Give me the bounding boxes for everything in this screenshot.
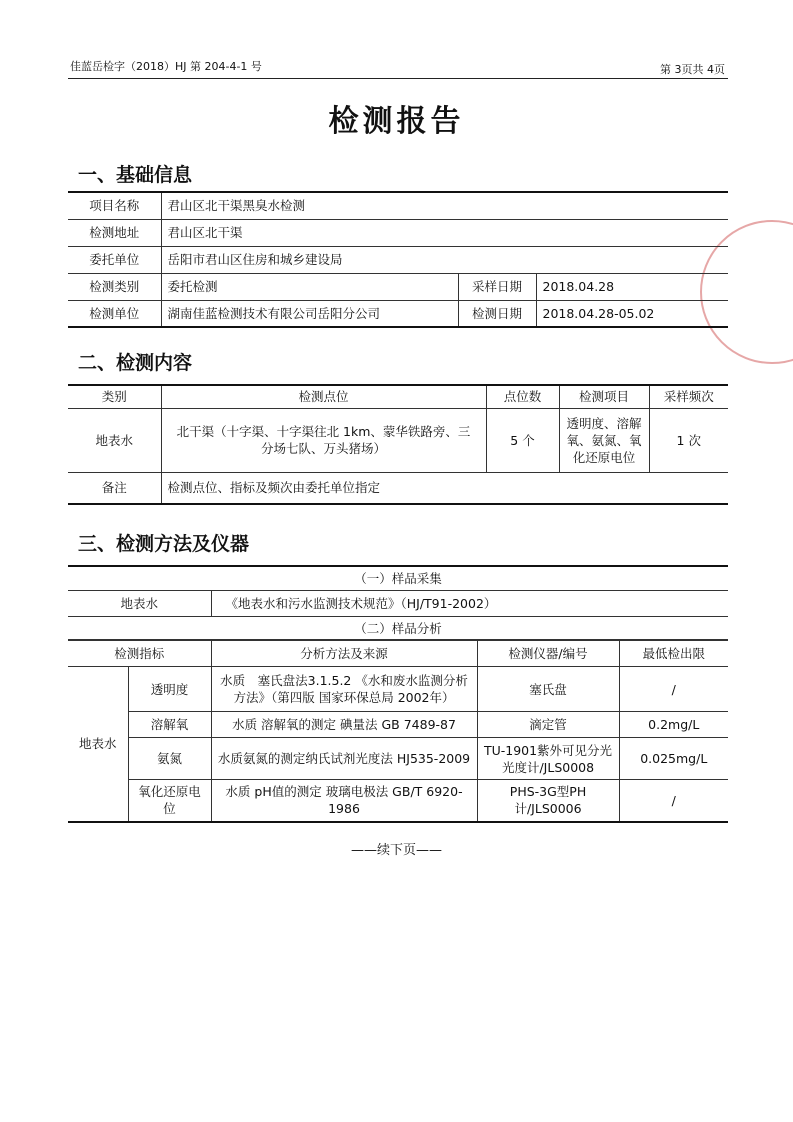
doc-number: 佳蓝岳检字（2018）HJ 第 204-4-1 号: [70, 60, 262, 73]
method-2: 水质 溶解氧的测定 碘量法 GB 7489-87: [211, 712, 477, 738]
col-limit: 最低检出限: [619, 640, 728, 667]
header-rule: [68, 78, 728, 79]
project-value: 君山区北干渠黑臭水检测: [161, 192, 728, 219]
unit-value: 湖南佳蓝检测技术有限公司岳阳分公司: [161, 300, 458, 327]
limit-3: 0.025mg/L: [619, 738, 728, 780]
method-1: 水质 塞氏盘法3.1.5.2 《水和废水监测分析方法》（第四版 国家环保总局 2002年）: [211, 667, 477, 712]
sampling-method: 《地表水和污水监测技术规范》（HJ/T91-2002）: [211, 590, 728, 616]
method-3: 水质氨氮的测定纳氏试剂光度法 HJ535-2009: [211, 738, 477, 780]
analysis-category: 地表水: [68, 667, 128, 822]
limit-4: /: [619, 780, 728, 822]
type-value: 委托检测: [161, 273, 458, 300]
address-value: 君山区北干渠: [161, 219, 728, 246]
section1-heading: 一、基础信息: [78, 164, 193, 186]
row-items: 透明度、溶解氧、氨氮、氧化还原电位: [559, 408, 649, 472]
col-category: 类别: [68, 385, 161, 408]
instrument-1: 塞氏盘: [477, 667, 619, 712]
basic-info-table: [68, 191, 728, 328]
row-points: 北干渠（十字渠、十字渠往北 1km、蒙华铁路旁、三分场七队、万头猪场）: [161, 408, 486, 472]
indicator-1: 透明度: [128, 667, 211, 712]
instrument-3: TU-1901紫外可见分光光度计/JLS0008: [477, 738, 619, 780]
test-date-label: 检测日期: [458, 300, 536, 327]
indicator-2: 溶解氧: [128, 712, 211, 738]
sub-sampling: （一）样品采集: [68, 566, 728, 590]
client-label: 委托单位: [68, 246, 161, 273]
limit-1: /: [619, 667, 728, 712]
sampling-table: [68, 565, 728, 641]
client-value: 岳阳市君山区住房和城乡建设局: [161, 246, 728, 273]
type-label: 检测类别: [68, 273, 161, 300]
indicator-3: 氨氮: [128, 738, 211, 780]
col-frequency: 采样频次: [649, 385, 728, 408]
analysis-table: [68, 639, 728, 823]
test-date-value: 2018.04.28-05.02: [536, 300, 728, 327]
project-label: 项目名称: [68, 192, 161, 219]
row-frequency: 1 次: [649, 408, 728, 472]
instrument-4: PHS-3G型PH计/JLS0006: [477, 780, 619, 822]
page-info: 第 3页共 4页: [660, 63, 725, 76]
col-indicator: 检测指标: [68, 640, 211, 667]
col-instrument: 检测仪器/编号: [477, 640, 619, 667]
indicator-4: 氧化还原电位: [128, 780, 211, 822]
instrument-2: 滴定管: [477, 712, 619, 738]
sub-analysis: （二）样品分析: [68, 616, 728, 640]
address-label: 检测地址: [68, 219, 161, 246]
col-count: 点位数: [486, 385, 559, 408]
row-count: 5 个: [486, 408, 559, 472]
col-method: 分析方法及来源: [211, 640, 477, 667]
section2-heading: 二、检测内容: [78, 352, 193, 374]
sampling-type: 地表水: [68, 590, 211, 616]
note-value: 检测点位、指标及频次由委托单位指定: [161, 472, 728, 504]
col-points: 检测点位: [161, 385, 486, 408]
row-category: 地表水: [68, 408, 161, 472]
page-title: 检测报告: [328, 104, 465, 139]
sample-date-value: 2018.04.28: [536, 273, 728, 300]
method-4: 水质 pH值的测定 玻璃电极法 GB/T 6920-1986: [211, 780, 477, 822]
sample-date-label: 采样日期: [458, 273, 536, 300]
col-items: 检测项目: [559, 385, 649, 408]
limit-2: 0.2mg/L: [619, 712, 728, 738]
unit-label: 检测单位: [68, 300, 161, 327]
section3-heading: 三、检测方法及仪器: [78, 533, 250, 555]
note-label: 备注: [68, 472, 161, 504]
content-table: [68, 384, 728, 505]
continued-note: ——续下页——: [350, 843, 442, 858]
